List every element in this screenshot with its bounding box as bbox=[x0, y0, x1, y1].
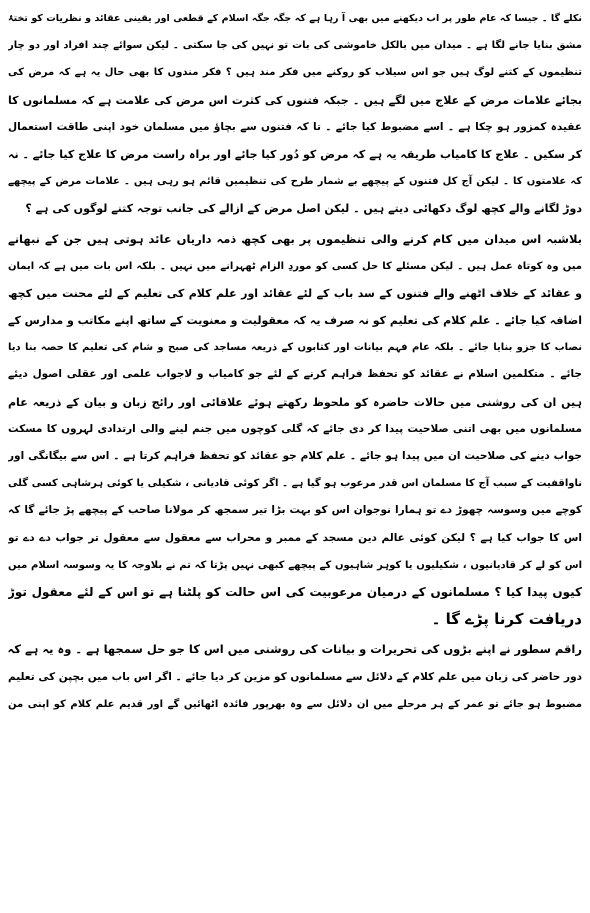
text-line: تنظیموں کے کتنے لوگ ہیں جو اس سیلاب کو روکنے میں فکر مند ہیں ؟ فکر مندوں کا بھی حال یہ ہے کہ مرض کی bbox=[8, 67, 582, 79]
text-line: جائے ۔ متکلمین اسلام نے عقائد کو تحفظ فراہم کرنے کے لئے جو کامیاب و لاجواب علمی اور عقلی اصول دیئے bbox=[8, 368, 582, 381]
text-line: میں وہ کوتاہ عمل ہیں ۔ لیکن مسئلے کا حل کسی کو موردِ الزام ٹھہرانے میں نہیں ۔ بلکہ اس بات میں ہے کہ ایمان bbox=[8, 260, 582, 272]
text-line: دور حاضر کی زبان میں علم کلام کے دلائل سے مسلمانوں کو مزین کر دیا جائے ۔ اگر اس باب میں بچپن کی تعلیم bbox=[8, 670, 582, 683]
text-line: بلاشبہ اس میدان میں کام کرنے والی تنظیموں پر بھی کچھ ذمہ داریاں عائد ہوتی ہیں جن کے نبھانے bbox=[8, 231, 582, 246]
text-line: کیوں پیدا کیا ؟ مسلمانوں کے درمیان مرعوبیت کی اس حالت کو پلٹنا ہے تو اس کے لئے معقول توڑ bbox=[8, 584, 582, 599]
text-line: کہ علامتوں کا ۔ لیکن آج کل فتنوں کے پیچھے بے شمار طرح کی تنظیمیں قائم ہو رہی ہیں ۔ علامات مرض کے پیچھے bbox=[8, 176, 582, 188]
text-line: نصاب کا جزو بنایا جائے ۔ بلکہ عام فہم بیانات اور کتابوں کے ذریعہ مساجد کی صبح و شام کی تعلیم کا حصہ بنا دیا bbox=[8, 342, 582, 354]
text-line: اس کو لے کر قادیانیوں ، شکیلیوں یا کوہر شاہیوں کے پیچھے کبھی نہیں پڑتا کہ تم نے بلاوجہ کا یہ وسوسہ اسلام میں bbox=[8, 559, 582, 571]
text-line: ہیں ان کی روشنی میں حالات حاضرہ کو ملحوظ رکھتے ہوئے علاقائی اور رائج زبان و بیان کے ذریعہ عام bbox=[8, 395, 582, 409]
text-line: بجائے علامات مرض کے علاج میں لگے ہیں ۔ جبکہ فتنوں کی کثرت اس مرض کی علامت ہے کہ مسلمانوں کا bbox=[8, 93, 582, 107]
text-line: عقیدہ کمزور ہو چکا ہے ۔ اسے مضبوط کیا جائے ۔ تا کہ فتنوں سے بچاؤ میں مسلمان خود اپنی طاقت استعمال bbox=[8, 120, 582, 133]
paragraph-2 bbox=[8, 226, 582, 634]
text-line: مشق بنایا جانے لگا ہے ۔ میدان میں بالکل خاموشی کی بات تو نہیں کی جا سکتی ۔ لیکن سوائے چند افراد اور دو چار bbox=[8, 40, 582, 52]
text-line: کر سکیں ۔ علاج کا کامیاب طریقہ یہ ہے کہ مرض کو دُور کیا جائے اور براہ راست مرض کا علاج کیا جائے ۔ نہ bbox=[8, 147, 582, 161]
text-line: اس کا جواب کیا ہے ؟ لیکن کوئی عالم دین مسجد کے ممبر و محراب سے معقول سے معقول تر جواب دے دے تو bbox=[8, 531, 582, 544]
text-line: نکلے گا ۔ جیسا کہ عام طور پر اب دیکھنے میں بھی آ رہا ہے کہ جگہ جگہ اسلام کے قطعی اور یقینی عقائد و نظریات کو تختۂ bbox=[8, 13, 582, 24]
text-line: ناواقفیت کے سبب آج کا مسلمان اس قدر مرعوب ہو گیا ہے ۔ اگر کوئی قادیانی ، شکیلی یا کوئی ہرشاہی کسی گلی bbox=[8, 478, 582, 490]
text-line: دریافت کرنا پڑے گا ۔ bbox=[431, 610, 582, 629]
text-line: مسلمانوں میں بھی اتنی صلاحیت پیدا کر دی جائے کہ گلی کوچوں میں جنم لینے والی ارتدادی لہروں کا مسکت bbox=[8, 422, 582, 435]
paragraph-1 bbox=[8, 5, 582, 223]
text-line: جواب دینے کی صلاحیت ان میں پیدا ہو جائے ۔ علم کلام جو عقائد کو تحفظ فراہم کرتا ہے ۔ اس سے بیگانگی اور bbox=[8, 450, 582, 462]
text-line: کوچے میں وسوسہ چھوڑ دے تو ہمارا نوجوان اس کو بہت بڑا تیر سمجھ کر مولانا صاحب کے پیچھے پڑ جائے گا کہ bbox=[8, 504, 582, 517]
paragraph-3 bbox=[8, 636, 582, 718]
text-line: مضبوط ہو جائے تو عمر کے ہر مرحلے میں ان دلائل سے وہ بھرپور فائدہ اٹھائیں گے اور قدیم علم کلام کو اپنی من bbox=[8, 698, 582, 710]
text-line: دوڑ لگانے والے کچھ لوگ دکھائی دیتے ہیں ۔ لیکن اصل مرض کے ازالے کی جانب توجہ کتنے لوگوں کی ہے ؟ bbox=[25, 202, 582, 216]
text-line: اضافہ کیا جائے ۔ علم کلام کی تعلیم کو نہ صرف یہ کہ معقولیت و معنویت کے ساتھ اپنے مکاتب و مدارس کے bbox=[8, 314, 582, 328]
text-line: راقم سطور نے اپنے بڑوں کی تحریرات و بیانات کی روشنی میں اس کا جو حل سمجھا ہے ۔ وہ یہ ہے کہ bbox=[8, 642, 582, 657]
text-line: و عقائد کے خلاف اٹھنے والے فتنوں کے سد باب کے لئے عقائد اور علم کلام کی تعلیم کے لئے محنت میں کچھ bbox=[8, 286, 582, 300]
